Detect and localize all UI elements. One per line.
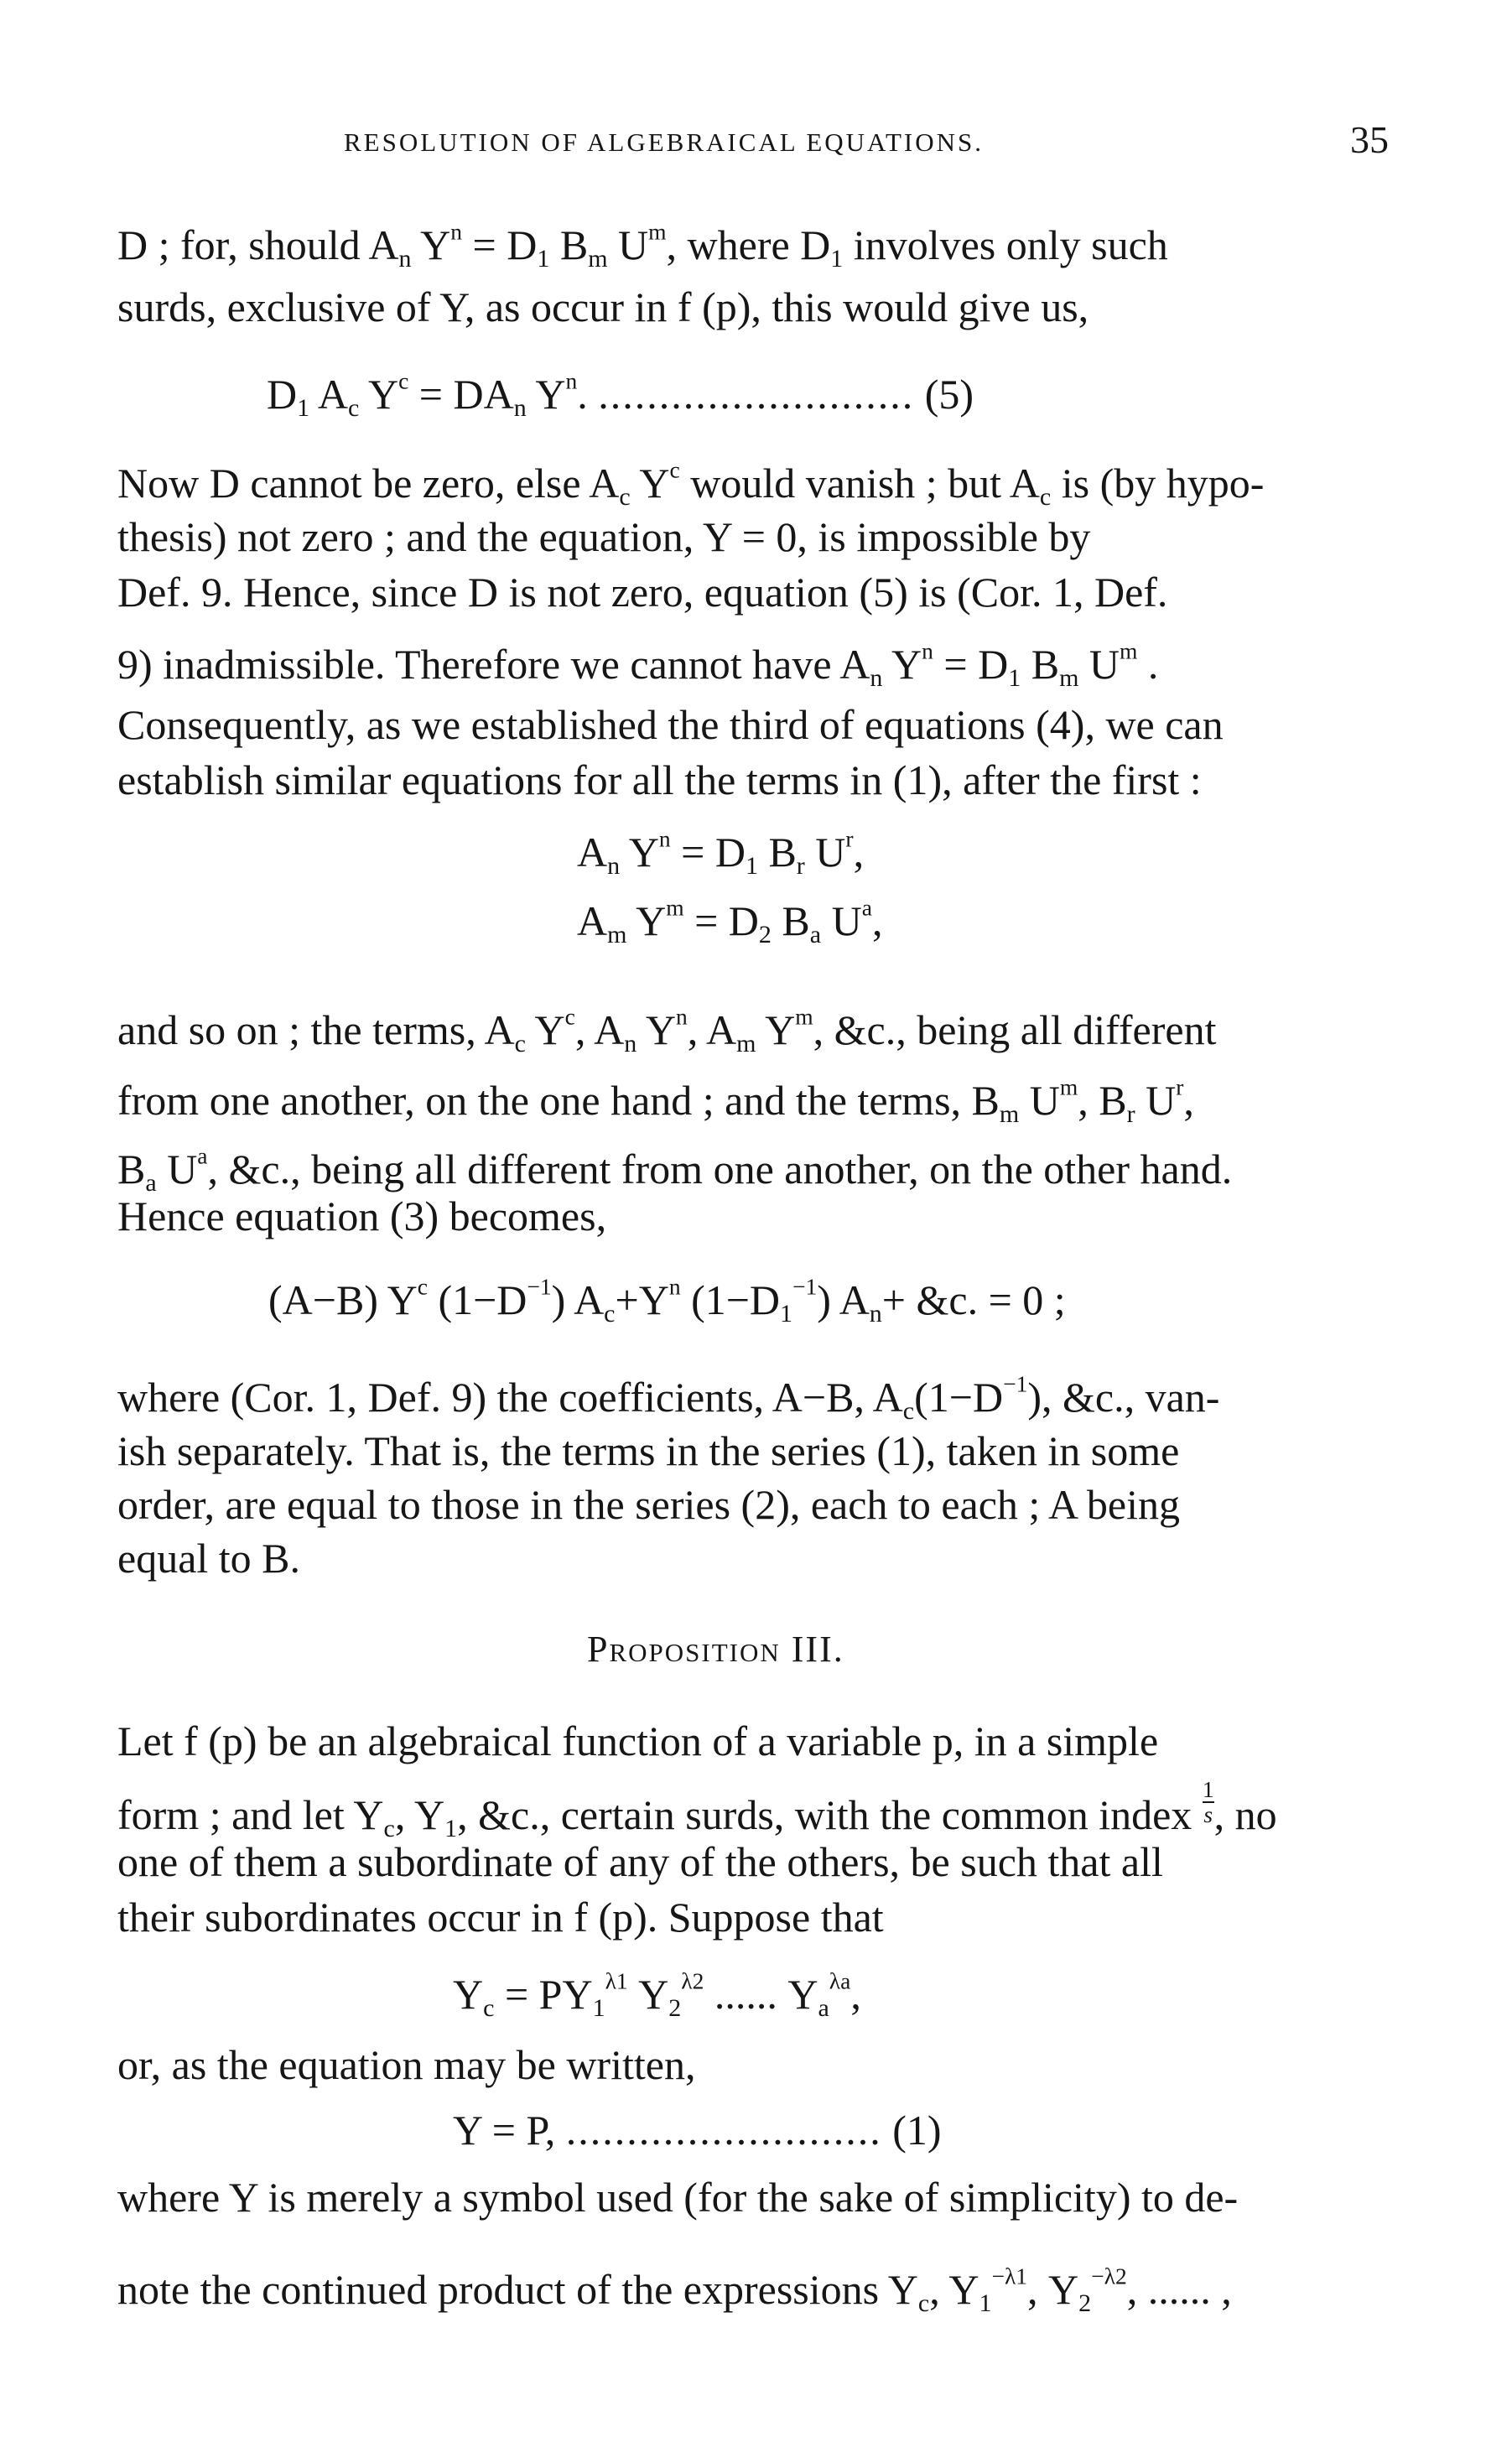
fraction-one-over-s: $\frac{1}{s}$ <box>1202 1776 1214 1827</box>
text-line: Def. 9. Hence, since D is not zero, equation (5) is (Cor. 1, Def. <box>117 569 1168 616</box>
text-line: where Y is merely a symbol used (for the sake of simplicity) to de- <box>117 2174 1239 2221</box>
text-line: 9) inadmissible. Therefore we cannot have $A_n$ $Y^n = D_1$ $B_m$ $U^m$ . <box>117 637 1159 692</box>
text-line: Hence equation (3) becomes, <box>117 1193 607 1239</box>
text-line: establish similar equations for all the terms in (1), after the first : <box>117 756 1202 803</box>
display-equation: $A_m$ $Y^m = D_2$ $B_a$ $U^a$, <box>577 894 883 948</box>
display-equation: $Y_c = PY_1^{\lambda 1}$ $Y_2^{\lambda 2}$ ...... $Y_a^{\lambda a}$, <box>453 1967 861 2022</box>
running-header: RESOLUTION OF ALGEBRAICAL EQUATIONS. <box>344 127 985 157</box>
text-line: form ; and let $Y_c$, $Y_1$, &c., certain surds, with the common index $\frac{1}{s}$ , no <box>117 1776 1277 1842</box>
text-line: $B_a$ $U^a$, &c., being all different from one another, on the other hand. <box>117 1142 1233 1197</box>
text-line: Let f (p) be an algebraical function of a variable p, in a simple <box>117 1717 1159 1764</box>
text-line: D ; for, should $A_n$ $Y^n = D_1$ $B_m$ $U^m$, where $D_1$ involves only such <box>117 218 1168 273</box>
text-line: note the continued product of the expressions $Y_c$, $Y_1^{-\lambda 1}$, $Y_2^{-\lambda 2}$, ...... , <box>117 2263 1232 2317</box>
text-line: or, as the equation may be written, <box>117 2041 696 2088</box>
text-line: ish separately. That is, the terms in the series (1), taken in some <box>117 1427 1180 1474</box>
text-line: Now D cannot be zero, else $A_c$ $Y^c$ would vanish ; but $A_c$ is (by hypo- <box>117 456 1265 511</box>
text-line: order, are equal to those in the series (2), each to each ; A being <box>117 1481 1180 1528</box>
text-line: surds, exclusive of Y, as occur in f (p), this would give us, <box>117 283 1089 330</box>
text-line: one of them a subordinate of any of the others, be such that all <box>117 1838 1163 1885</box>
text-line: where (Cor. 1, Def. 9) the coefficients, A−B, $A_c(1-D^{-1})$, &c., van- <box>117 1370 1220 1425</box>
text-line: thesis) not zero ; and the equation, Y = 0, is impossible by <box>117 513 1091 560</box>
equation-1: Y = P, .......................... (1) <box>453 2107 942 2154</box>
text-line: equal to B. <box>117 1535 301 1582</box>
display-equation: (A−B) $Y^c$ $(1-D^{-1})$ $A_c+Y^n$ $(1-D_1^{-1})$ $A_n+$ &c. = 0 ; <box>268 1273 1066 1328</box>
text-line: their subordinates occur in f (p). Suppose that <box>117 1894 884 1941</box>
text-line: Consequently, as we established the third of equations (4), we can <box>117 701 1224 748</box>
equation-5: $D_1$ $A_c$ $Y^c = DA_n$ $Y^n$. .......................... (5) <box>267 367 974 422</box>
proposition-heading: Proposition III. <box>587 1629 844 1670</box>
text-line: and so on ; the terms, $A_c$ $Y^c$, $A_n$ $Y^n$, $A_m$ $Y^m$, &c., being all different <box>117 1003 1217 1057</box>
display-equation: $A_n$ $Y^n = D_1$ $B_r$ $U^r$, <box>577 825 865 880</box>
text-line: from one another, on the one hand ; and the terms, $B_m$ $U^m$, $B_r$ $U^r$, <box>117 1073 1194 1128</box>
page-number: 35 <box>1350 118 1389 161</box>
